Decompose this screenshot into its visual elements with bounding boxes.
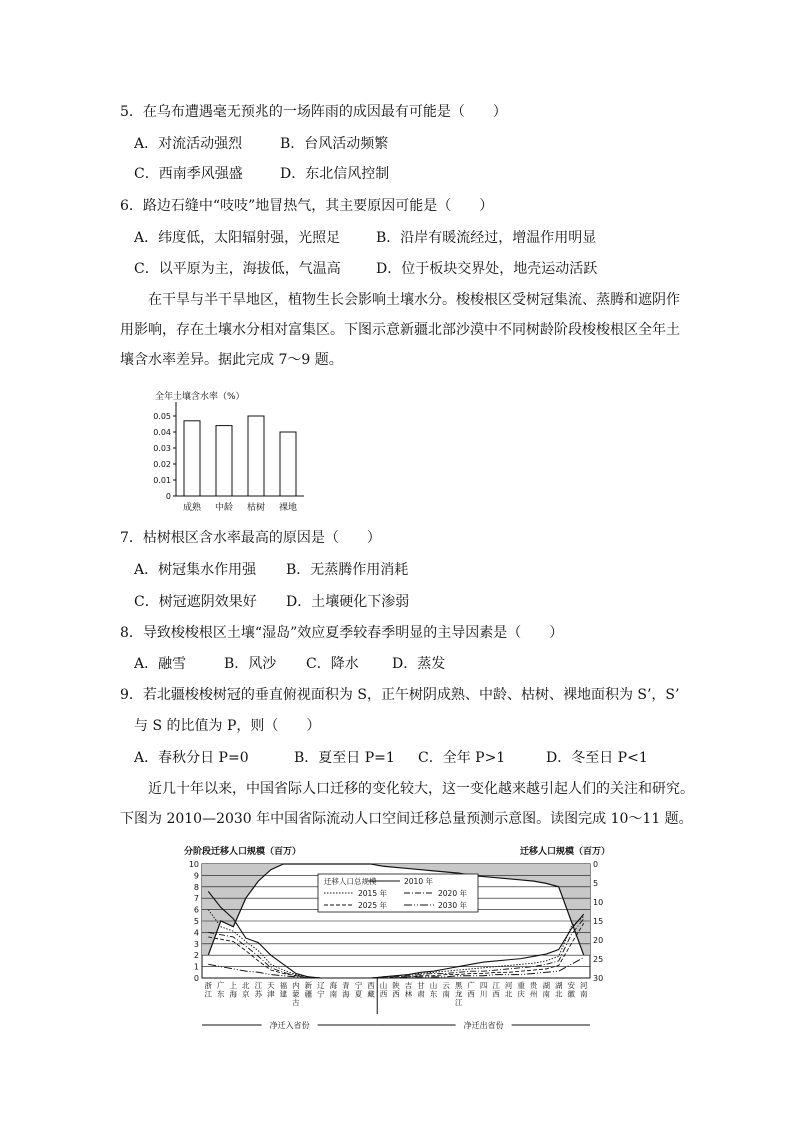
mig-group-in-label: 净迁入省份: [269, 1021, 310, 1030]
mig-category-label: 甘肃: [417, 981, 425, 999]
q6-option-d: D．位于板块交界处，地壳运动活跃: [376, 261, 598, 277]
passage2-line1: 近几十年以来，中国省际人口迁移的变化较大，这一变化越来越引起人们的关注和研究。: [148, 781, 694, 797]
q5-option-a: A．对流活动强烈: [134, 136, 243, 152]
q6-stem: 6．路边石缝中“吱吱”地冒热气，其主要原因可能是（ ）: [120, 198, 494, 214]
bar-y-tick-label: 0.01: [153, 476, 171, 485]
q7-option-a: A．树冠集水作用强: [134, 562, 257, 578]
mig-left-tick-label: 1: [193, 962, 199, 972]
passage1-line2: 用影响，存在土壤水分相对富集区。下图示意新疆北部沙漠中不同树龄阶段梭梭根区全年土: [120, 322, 680, 338]
mig-category-label: 新疆: [304, 981, 313, 999]
mig-category-label: 浙江: [204, 981, 213, 999]
mig-category-label: 上海: [229, 981, 238, 999]
mig-category-label: 广西: [467, 981, 475, 999]
mig-right-title: 迁移人口规模（百万）: [519, 847, 610, 857]
q8-option-d: D．蒸发: [392, 656, 446, 672]
q7-stem: 7．枯树根区含水率最高的原因是（ ）: [120, 530, 381, 546]
q9-option-d: D．冬至日 P<1: [546, 750, 648, 766]
bar-chart-title: 全年土壤含水率（%）: [155, 392, 245, 402]
q8-stem: 8．导致梭梭根区土壤“湿岛”效应夏季较春季明显的主导因素是（ ）: [120, 625, 564, 641]
mig-category-label: 云南: [442, 981, 450, 999]
bar-2: [248, 416, 264, 496]
mig-left-tick-label: 3: [193, 939, 199, 949]
bar-category-label: 枯树: [246, 503, 266, 513]
mig-legend-label: 2010 年: [404, 877, 433, 886]
mig-group-out-label: 净迁出省份: [463, 1021, 504, 1030]
q5-option-b: B．台风活动频繁: [280, 136, 389, 152]
mig-category-label: 宁夏: [354, 981, 363, 999]
mig-category-label: 江苏: [254, 981, 263, 999]
bar-3: [280, 432, 296, 496]
mig-category-label: 湖南: [542, 981, 550, 999]
mig-category-label: 四川: [479, 981, 488, 999]
mig-category-label: 湖北: [554, 981, 563, 999]
q9-stem: 9．若北疆梭梭树冠的垂直俯视面积为 S，正午树阴成熟、中龄、枯树、裸地面积为 S’，S’: [120, 687, 680, 703]
mig-legend-label: 2025 年: [358, 901, 387, 910]
bar-y-tick-label: 0.04: [153, 428, 171, 437]
passage1-line3: 壤含水率差异。据此完成 7～9 题。: [120, 352, 343, 368]
mig-left-tick-label: 0: [193, 974, 199, 983]
mig-category-label: 河南: [579, 981, 588, 999]
q6-option-a: A．纬度低，太阳辐射强，光照足: [134, 230, 341, 246]
mig-left-tick-label: 9: [193, 871, 199, 881]
mig-legend-label: 2015 年: [358, 889, 387, 898]
q7-option-b: B．无蒸腾作用消耗: [286, 562, 409, 578]
q5-stem: 5．在乌布遭遇毫无预兆的一场阵雨的成因最有可能是（ ）: [120, 104, 507, 120]
q8-option-b: B．风沙: [224, 656, 277, 672]
mig-category-label: 西藏: [367, 981, 375, 999]
mig-right-tick-label: 15: [593, 917, 604, 926]
q8-option-c: C．降水: [306, 656, 359, 672]
q5-option-d: D．东北信风控制: [280, 166, 390, 182]
mig-category-label: 山西: [379, 981, 388, 999]
mig-right-tick-label: 25: [593, 955, 604, 964]
mig-category-label: 黑龙江: [454, 981, 463, 1007]
q6-option-b: B．沿岸有暖流经过，增温作用明显: [376, 230, 597, 246]
mig-right-tick-label: 0: [593, 860, 599, 869]
q6-option-c: C．以平原为主，海拔低，气温高: [134, 261, 341, 277]
mig-category-label: 天津: [267, 981, 275, 999]
mig-left-tick-label: 7: [193, 894, 199, 904]
mig-right-tick-label: 10: [593, 898, 604, 907]
bar-0: [184, 421, 200, 496]
mig-category-label: 海南: [329, 981, 338, 999]
q7-option-c: C．树冠遮阴效果好: [134, 594, 257, 610]
mig-left-tick-label: 4: [193, 928, 199, 938]
bar-y-tick-label: 0.02: [153, 460, 171, 469]
soil-moisture-bar-chart: [150, 386, 310, 516]
mig-category-label: 吉林: [404, 981, 413, 999]
mig-category-label: 江西: [492, 981, 500, 999]
mig-category-label: 北京: [242, 981, 250, 999]
q9-stem-cont: 与 S 的比值为 P，则（ ）: [134, 718, 321, 734]
mig-category-label: 福建: [279, 981, 288, 999]
migration-line-chart: [180, 842, 616, 1030]
mig-left-tick-label: 5: [193, 917, 199, 926]
q9-option-b: B．夏至日 P=1: [294, 750, 395, 766]
q9-option-a: A．春秋分日 P=0: [134, 750, 249, 766]
bar-category-label: 成熟: [182, 503, 202, 513]
bar-y-tick-label: 0.05: [153, 412, 171, 421]
mig-right-tick-label: 5: [593, 879, 599, 888]
mig-category-label: 贵州: [529, 981, 538, 999]
bar-y-tick-label: 0: [165, 492, 171, 501]
mig-legend-label: 2020 年: [438, 889, 467, 898]
mig-legend-title: 迁移人口总规模: [324, 877, 377, 886]
q8-option-a: A．融雪: [134, 656, 187, 672]
mig-left-tick-label: 8: [193, 882, 199, 892]
mig-left-tick-label: 2: [193, 951, 199, 961]
mig-category-label: 青海: [342, 981, 350, 999]
bar-category-label: 中龄: [214, 503, 234, 513]
q5-option-c: C．西南季风强盛: [134, 166, 243, 182]
mig-category-label: 重庆: [517, 981, 525, 999]
mig-category-label: 辽宁: [317, 981, 325, 999]
mig-left-tick-label: 10: [188, 860, 199, 869]
mig-category-label: 陕西: [392, 981, 400, 999]
mig-left-title: 分阶段迁移人口规模（百万）: [184, 847, 302, 857]
bar-y-tick-label: 0.03: [153, 444, 171, 453]
mig-category-label: 河北: [504, 981, 513, 999]
bar-category-label: 裸地: [278, 503, 298, 513]
mig-right-tick-label: 20: [593, 936, 604, 945]
mig-category-label: 山东: [429, 981, 438, 999]
bar-1: [216, 426, 232, 496]
q9-option-c: C．全年 P>1: [418, 750, 506, 766]
passage1-line1: 在干旱与半干旱地区，植物生长会影响土壤水分。梭梭根区受树冠集流、蒸腾和遮阴作: [148, 292, 680, 308]
mig-category-label: 安徽: [567, 981, 575, 999]
mig-legend-label: 2030 年: [438, 901, 467, 910]
mig-right-tick-label: 30: [593, 974, 604, 983]
q7-option-d: D．土壤硬化下渗弱: [286, 594, 410, 610]
mig-left-tick-label: 6: [193, 905, 199, 915]
passage2-line2: 下图为 2010—2030 年中国省际流动人口空间迁移总量预测示意图。读图完成 10～11 题。: [120, 811, 693, 827]
mig-category-label: 内蒙古: [292, 981, 300, 1007]
mig-category-label: 广东: [217, 981, 225, 999]
